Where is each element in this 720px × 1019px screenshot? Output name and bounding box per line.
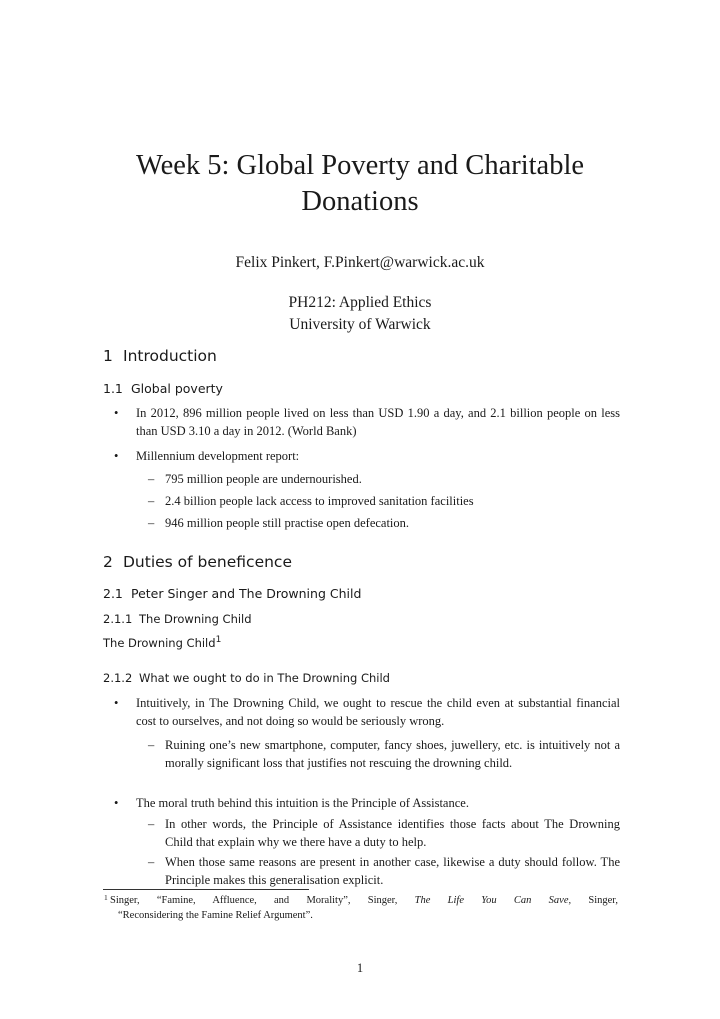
bullet-text: Intuitively, in The Drowning Child, we ought to rescue the child even at substantial financial cost to ourselves, and not doing so would be seriously wrong. — [136, 696, 620, 729]
sub-bullet-item — [148, 470, 620, 488]
dash-icon: – — [148, 817, 155, 831]
footnote-mark: 1 — [104, 893, 108, 902]
sub-bullet-text: 795 million people are undernourished. — [165, 472, 362, 486]
paragraph-heading — [103, 636, 221, 650]
bullet-text: In 2012, 896 million people lived on less than USD 1.90 a day, and 2.1 billion people on less than USD 3.10 a day in 2012. (World Bank) — [136, 406, 620, 439]
section-title: Introduction — [123, 347, 217, 365]
footnote-work: “Famine, Affluence, and Morality”, — [156, 895, 351, 906]
dash-icon: – — [148, 472, 155, 486]
bullet-item — [114, 794, 620, 812]
footnote-book-title: The Life You Can Save, — [414, 895, 572, 906]
affiliation — [0, 292, 720, 336]
sub-bullet-text: In other words, the Principle of Assistance identifies those facts about The Drowning Child that explain why we there have a duty to help. — [165, 817, 620, 850]
dash-icon: – — [148, 494, 155, 508]
footnote-line-1 — [110, 893, 618, 908]
section-title: Duties of beneficence — [123, 553, 292, 571]
section-heading-duties — [103, 553, 292, 571]
section-number: 1 — [103, 347, 113, 365]
subsection-number: 2.1 — [103, 586, 123, 601]
dash-icon: – — [148, 516, 155, 530]
subsection-title: Peter Singer and The Drowning Child — [131, 586, 362, 601]
page-number: 1 — [356, 961, 364, 975]
footnote-ref[interactable]: 1 — [215, 635, 222, 645]
section-heading-introduction — [103, 347, 217, 365]
sub-bullet-item — [148, 492, 620, 510]
footnote-author: Singer, — [110, 895, 140, 906]
sub-bullet-item — [148, 853, 620, 890]
dash-icon: – — [148, 855, 155, 869]
subsubsection-heading-what-we-ought — [103, 671, 390, 685]
footnote — [104, 893, 618, 923]
bullet-text: Millennium development report: — [136, 449, 300, 463]
author-line: Felix Pinkert, F.Pinkert@warwick.ac.uk — [235, 254, 485, 271]
subsubsection-number: 2.1.2 — [103, 671, 133, 685]
subsubsection-title: The Drowning Child — [139, 612, 252, 626]
sub-bullet-text: 946 million people still practise open defecation. — [165, 516, 410, 530]
bullet-item — [114, 694, 620, 731]
course-name: PH212: Applied Ethics — [288, 294, 432, 311]
dash-icon: – — [148, 738, 155, 752]
bullet-icon: • — [114, 696, 119, 710]
subsection-heading-singer — [103, 586, 361, 601]
bullet-text: The moral truth behind this intuition is the Principle of Assistance. — [136, 796, 469, 810]
section-number: 2 — [103, 553, 113, 571]
subsubsection-title: What we ought to do in The Drowning Child — [139, 671, 390, 685]
subsection-number: 1.1 — [103, 381, 123, 396]
paragraph-title: The Drowning Child — [103, 636, 216, 650]
bullet-item — [114, 447, 620, 465]
bullet-icon: • — [114, 449, 119, 463]
document-title: Week 5: Global Poverty and Charitable Donations — [135, 150, 585, 217]
university-name: University of Warwick — [289, 316, 431, 333]
sub-bullet-item — [148, 815, 620, 852]
bullet-icon: • — [114, 406, 119, 420]
footnote-author: Singer, — [588, 895, 618, 906]
bullet-item — [114, 404, 620, 441]
footnote-line-2: “Reconsidering the Famine Relief Argument”. — [118, 910, 313, 921]
footnote-rule — [103, 889, 309, 890]
subsubsection-number: 2.1.1 — [103, 612, 133, 626]
subsection-heading-global-poverty — [103, 381, 223, 396]
footnote-author: Singer, — [367, 895, 398, 906]
sub-bullet-text: 2.4 billion people lack access to improved sanitation facilities — [165, 494, 474, 508]
sub-bullet-text: When those same reasons are present in another case, likewise a duty should follow. The Principle makes this generalisation explicit. — [165, 855, 620, 888]
sub-bullet-item — [148, 514, 620, 532]
sub-bullet-text: Ruining one’s new smartphone, computer, fancy shoes, juwellery, etc. is intuitively not a morally significant loss that justifies not rescuing the drowning child. — [165, 738, 620, 771]
sub-bullet-item — [148, 736, 620, 773]
subsection-title: Global poverty — [131, 381, 223, 396]
bullet-icon: • — [114, 796, 119, 810]
subsubsection-heading-drowning-child — [103, 612, 252, 626]
